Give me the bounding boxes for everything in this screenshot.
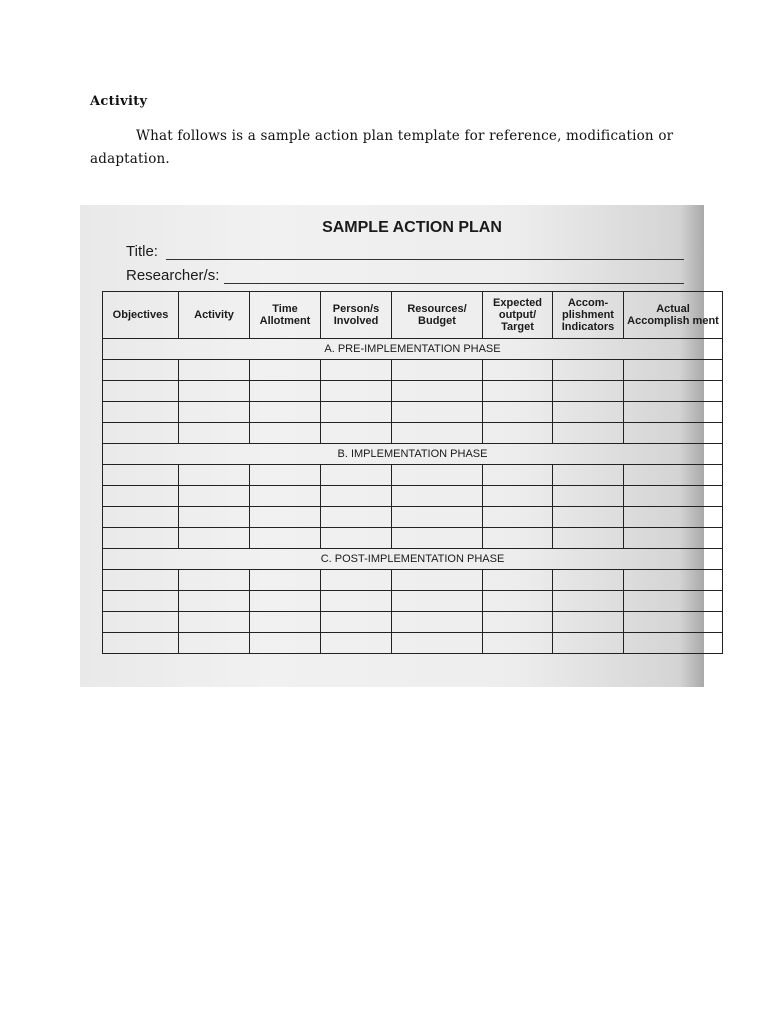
table-cell (553, 633, 624, 654)
table-cell (624, 465, 723, 486)
table-row (103, 381, 723, 402)
table-cell (483, 423, 553, 444)
table-cell (179, 591, 250, 612)
phase-label: B. IMPLEMENTATION PHASE (103, 444, 723, 465)
table-cell (179, 612, 250, 633)
table-row (103, 633, 723, 654)
table-cell (624, 507, 723, 528)
table-cell (392, 486, 483, 507)
table-cell (483, 591, 553, 612)
table-cell (321, 423, 392, 444)
table-cell (250, 507, 321, 528)
table-row (103, 486, 723, 507)
table-cell (321, 381, 392, 402)
table-cell (483, 528, 553, 549)
table-cell (103, 528, 179, 549)
table-cell (250, 360, 321, 381)
table-cell (624, 423, 723, 444)
table-cell (392, 423, 483, 444)
column-header: Objectives (103, 292, 179, 339)
table-cell (483, 381, 553, 402)
table-cell (321, 528, 392, 549)
table-cell (103, 465, 179, 486)
table-cell (103, 486, 179, 507)
table-cell (392, 633, 483, 654)
phase-row (103, 339, 723, 360)
table-cell (624, 612, 723, 633)
column-header: Person/s Involved (321, 292, 392, 339)
table-cell (624, 360, 723, 381)
table-body (103, 339, 723, 654)
table-cell (179, 402, 250, 423)
table-cell (321, 591, 392, 612)
table-cell (392, 402, 483, 423)
table-cell (103, 507, 179, 528)
table-cell (103, 360, 179, 381)
researcher-field-label: Researcher/s: (126, 267, 220, 284)
header-row (103, 292, 723, 339)
table-cell (392, 507, 483, 528)
table-cell (103, 570, 179, 591)
table-cell (483, 465, 553, 486)
phase-label: A. PRE-IMPLEMENTATION PHASE (103, 339, 723, 360)
table-cell (250, 486, 321, 507)
table-cell (179, 570, 250, 591)
action-plan-table (102, 291, 723, 654)
title-field-label: Title: (126, 243, 158, 260)
table-cell (179, 486, 250, 507)
researcher-field-line (224, 283, 684, 284)
table-cell (483, 612, 553, 633)
table-cell (553, 423, 624, 444)
phase-label: C. POST-IMPLEMENTATION PHASE (103, 549, 723, 570)
table-cell (321, 612, 392, 633)
table-cell (392, 381, 483, 402)
table-cell (321, 402, 392, 423)
table-cell (392, 360, 483, 381)
table-cell (179, 528, 250, 549)
table-cell (321, 633, 392, 654)
column-header: Accom- plishment Indicators (553, 292, 624, 339)
table-cell (103, 591, 179, 612)
table-cell (553, 465, 624, 486)
table-row (103, 591, 723, 612)
phase-row (103, 549, 723, 570)
table-cell (250, 612, 321, 633)
table-row (103, 402, 723, 423)
phase-row (103, 444, 723, 465)
column-header: Time Allotment (250, 292, 321, 339)
table-cell (103, 381, 179, 402)
table-cell (392, 528, 483, 549)
table-cell (321, 486, 392, 507)
table-cell (483, 486, 553, 507)
table-cell (321, 507, 392, 528)
table-cell (321, 465, 392, 486)
table-cell (179, 381, 250, 402)
table-cell (483, 570, 553, 591)
table-cell (250, 528, 321, 549)
table-cell (179, 423, 250, 444)
table-row (103, 570, 723, 591)
table-cell (321, 570, 392, 591)
table-cell (624, 486, 723, 507)
table-cell (483, 360, 553, 381)
table-cell (250, 591, 321, 612)
table-cell (392, 591, 483, 612)
column-header: Actual Accomplish ment (624, 292, 723, 339)
table-row (103, 528, 723, 549)
table-cell (250, 402, 321, 423)
table-cell (179, 507, 250, 528)
column-header: Expected output/ Target (483, 292, 553, 339)
table-cell (103, 612, 179, 633)
table-cell (179, 633, 250, 654)
plan-title: SAMPLE ACTION PLAN (322, 219, 502, 236)
table-cell (553, 612, 624, 633)
table-row (103, 423, 723, 444)
title-field-line (166, 259, 684, 260)
table-cell (624, 528, 723, 549)
intro-paragraph: What follows is a sample action plan template for reference, modification or adaptation. (90, 128, 674, 167)
table-row (103, 507, 723, 528)
table-cell (179, 360, 250, 381)
table-cell (553, 528, 624, 549)
table-row (103, 465, 723, 486)
table-cell (103, 633, 179, 654)
table-cell (483, 507, 553, 528)
table-cell (392, 570, 483, 591)
table-cell (250, 381, 321, 402)
table-row (103, 360, 723, 381)
column-header: Activity (179, 292, 250, 339)
table-cell (250, 465, 321, 486)
table-cell (483, 633, 553, 654)
section-heading: Activity (90, 94, 148, 109)
table-cell (624, 633, 723, 654)
table-cell (553, 402, 624, 423)
table-cell (624, 381, 723, 402)
table-cell (553, 360, 624, 381)
table-cell (553, 486, 624, 507)
table-cell (553, 570, 624, 591)
scanned-action-plan-image (80, 205, 719, 687)
table-cell (392, 612, 483, 633)
table-cell (624, 402, 723, 423)
table-cell (553, 591, 624, 612)
table-cell (483, 402, 553, 423)
table-cell (103, 402, 179, 423)
table-row (103, 612, 723, 633)
table-cell (624, 570, 723, 591)
table-cell (321, 360, 392, 381)
table-cell (553, 381, 624, 402)
table-cell (250, 423, 321, 444)
table-cell (624, 591, 723, 612)
table-cell (179, 465, 250, 486)
table-cell (553, 507, 624, 528)
table-cell (250, 570, 321, 591)
table-cell (103, 423, 179, 444)
column-header: Resources/ Budget (392, 292, 483, 339)
table-cell (392, 465, 483, 486)
table-cell (250, 633, 321, 654)
